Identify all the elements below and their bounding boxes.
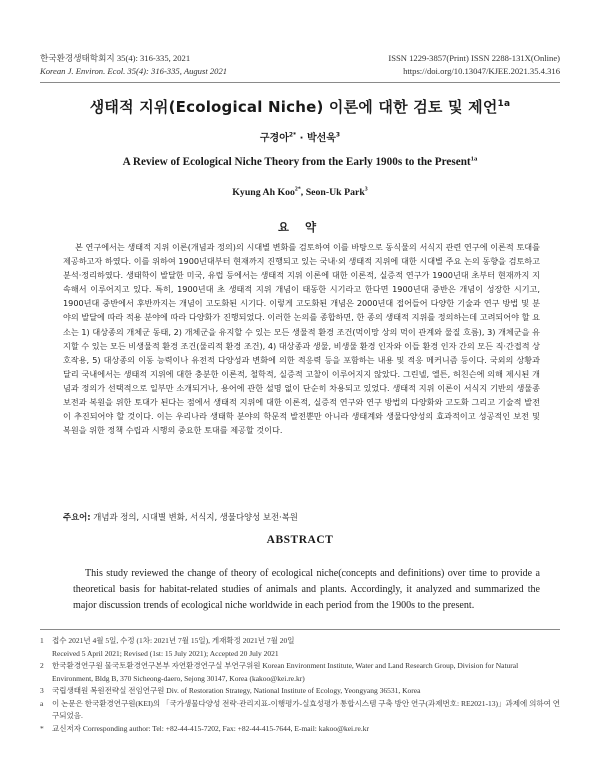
title-english-text: A Review of Ecological Niche Theory from the Early 1900s to the Present	[122, 156, 471, 168]
authors-korean	[0, 129, 600, 144]
footnote	[40, 660, 560, 685]
author-1-en-affil: 2*	[294, 186, 301, 193]
footnote-text: Received 5 April 2021; Revised (1st: 15 July 2021); Accepted 20 July 2021	[52, 648, 279, 658]
authors-english	[0, 187, 600, 198]
title-korean-text: 생태적 지위(Ecological Niche) 이론에 대한 검토 및 제언	[89, 98, 498, 116]
footnotes	[40, 635, 560, 735]
title-english	[0, 156, 600, 168]
footnote	[40, 698, 560, 723]
footnote	[40, 723, 560, 736]
footnote-text: 한국환경연구원 물국토환경연구본부 자연환경연구실 부연구위원 Korean Environment Institute, Water and Land Research Group, Division for Natural Environment, Bldg B, 370 Sicheong-daero, Sejong 30147, Korea (kakoo@kei.re.kr)	[52, 661, 519, 683]
footnote-mark: 3	[40, 686, 44, 695]
header-divider	[40, 82, 560, 83]
author-2-ko: 박선욱	[306, 133, 336, 144]
author-1-ko-affil: 2*	[288, 131, 297, 139]
doi-link[interactable]: https://doi.org/10.13047/KJEE.2021.35.4.316	[403, 66, 560, 76]
abstract-korean-heading: 요 약	[277, 220, 323, 234]
author-2-en-affil: 3	[364, 186, 368, 193]
footnote-text: 접수 2021년 4월 5일, 수정 (1차: 2021년 7월 15일), 게재확정 2021년 7월 20일	[52, 636, 295, 645]
title-english-footnote-mark: 1a	[470, 155, 478, 163]
footnote	[40, 648, 560, 661]
journal-citation-ko: 한국환경생태학회지 35(4): 316-335, 2021	[40, 53, 191, 63]
author-separator-en: ,	[300, 187, 306, 198]
author-2-en: Seon-Uk Park	[305, 187, 365, 198]
abstract-korean-body: 본 연구에서는 생태적 지위 이론(개념과 정의)의 시대별 변화를 검토하여 이를 바탕으로 동식물의 서식지 관련 연구에 이론적 토대를 제공하고자 하였다. 이를 위하여 1900년대부터 현재까지 진행되고 있는 국내·외 생태적 지위에 대한 시대별 주요 논의 동향을 검토하고 분석·정리하였다. 생태학이 발달한 미국, 유럽 등에서는 생태적 지위 이론에 대한 이론적, 실증적 연구가 1900년대 초부터 현재까지 지속해서 이루어지고 있다. 특히, 1900년대 초 생태적 지위 개념이 태동한 시기라고 한다면 1900년대 중반은 개념이 성장한 시기고, 1900년대 중반에서 후반까지는 개념이 고도화된 시기다. 이렇게 고도화된 개념은 2000년대 접어들어 다양한 기술과 연구 방법 및 분야의 발달에 따라 적용 분야에 따라 다양화가 진행되었다. 이러한 논의를 종합하면, 한 종의 생태적 지위를 정의하는데 고려되어야 할 요소는 1) 대상종의 개체군 동태, 2) 개체군을 유지할 수 있는 모든 생물적 환경 조건(먹이망 상의 먹이 관계와 물질 흐름), 3) 개체군을 유지할 수 있는 모든 비생물적 환경 조건(물리적 환경 조건), 4) 대상종과 생물, 비생물 환경 인자와 이들 환경 인자 간의 모든 직·간접적 상호작용, 5) 대상종의 이동 능력이나 유전적 다양성과 변화에 의한 적응력 등을 포함하는 내용 및 적응 메커니즘 등이다. 국외의 상황과 달리 국내에서는 생태적 지위에 대한 충분한 이론적, 철학적, 실증적 고찰이 이루어지지 않았다. 그린넬, 엘튼, 허친슨에 의해 제시된 개념과 정의가 선택적으로 일부만 소개되거나, 용어에 관한 설명 없이 단순히 차용되고 있었다. 생태적 지위 이론이 서식지 기반의 생물종 보전과 복원을 위한 토대가 된다는 점에서 생태적 지위에 대한 이론적, 실증적 연구와 연구 방법의 다양화와 고도화 그리고 기술적 발전이 추진되어야 할 것이다. 이는 우리나라 생태학 분야의 학문적 발전뿐만 아니라 생태계와 생물다양성의 효과적이고 성공적인 보전 및 복원을 위한 정책 수립과 시행의 중요한 토대를 제공할 것이다.	[63, 242, 540, 436]
footnote-mark: 1	[40, 636, 44, 645]
author-separator-ko: ·	[296, 133, 307, 144]
footnote-mark: 2	[40, 661, 44, 670]
title-korean	[0, 96, 600, 117]
journal-citation-en: Korean J. Environ. Ecol. 35(4): 316-335, August 2021	[40, 66, 228, 76]
footnote-mark: *	[40, 723, 44, 733]
footnote	[40, 685, 560, 698]
footnote-divider	[40, 629, 560, 630]
keywords-list: 개념과 정의, 시대별 변화, 서식지, 생물다양성 보전·복원	[93, 512, 298, 522]
issn: ISSN 1229-3857(Print) ISSN 2288-131X(Online)	[388, 53, 560, 63]
footnote-mark: a	[40, 698, 44, 708]
author-1-ko: 구경아	[259, 133, 289, 144]
footnote	[40, 635, 560, 648]
footnote-text: 이 논문은 한국환경연구원(KEI)의 「국가생물다양성 전략·관리지표-이행평가-실효성평가 통합시스템 구축 방안 연구(과제번호: RE2021-13)」과제에 의하여 연구되었음.	[52, 698, 560, 720]
abstract-english-body: This study reviewed the change of theory of ecological niche(concepts and definitions) over time to provide a theoretical basis for habitat-related studies of animals and plants. Accordingly, it analyzed and summarized the major discussion trends of ecological niche worldwide in each period from the 1900s to the present.	[73, 568, 540, 611]
author-1-en: Kyung Ah Koo	[232, 187, 295, 198]
keywords	[63, 511, 540, 523]
journal-citation	[40, 52, 227, 78]
keywords-label: 주요어:	[63, 512, 91, 522]
issn-doi-block	[388, 52, 560, 78]
footnote-mark	[40, 648, 52, 661]
title-korean-footnote-mark: 1a	[497, 99, 511, 109]
footnote-text: 국립생태원 복원전략실 전임연구원 Div. of Restoration Strategy, National Institute of Ecology, Yeongyang 36531, Korea	[52, 686, 421, 695]
abstract-english-heading: ABSTRACT	[266, 534, 334, 546]
footnote-text: 교신저자 Corresponding author: Tel: +82-44-415-7202, Fax: +82-44-415-7644, E-mail: kakoo@kei.re.kr	[52, 723, 369, 733]
author-2-ko-affil: 3	[335, 131, 341, 139]
